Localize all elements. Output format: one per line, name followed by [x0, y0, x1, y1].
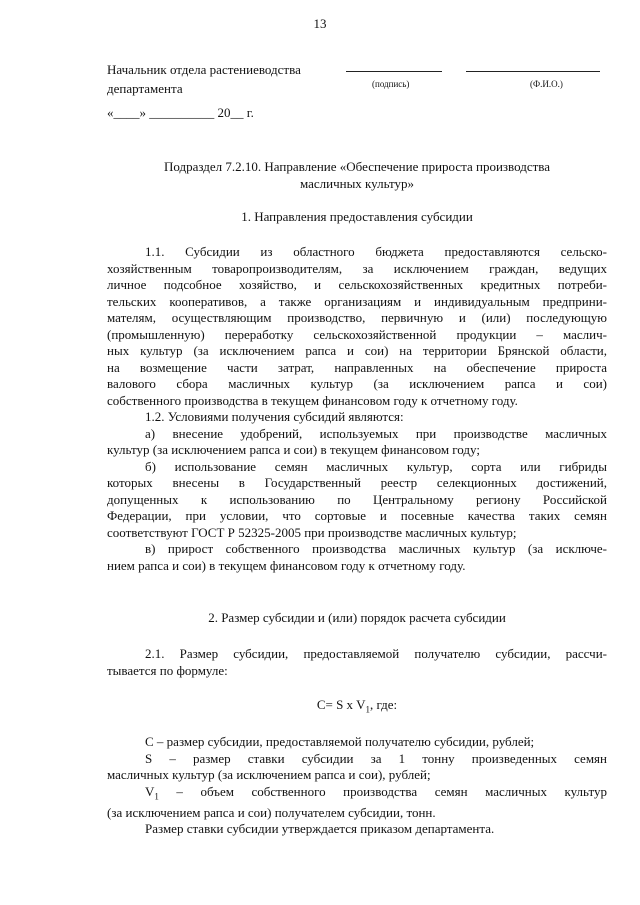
p11-line: личное подсобное хозяйство, и сельскохозяйственных кредитных потреби- [107, 277, 607, 292]
signature-caption: (подпись) [372, 79, 410, 89]
definition-v-line1 [107, 784, 607, 805]
condition-b-line: допущенных к использованию по Центральному региону Российской [107, 491, 607, 507]
formula-tail: , где: [369, 697, 398, 712]
subsection-heading-line1: Подраздел 7.2.10. Направление «Обеспечение прироста производства [163, 159, 551, 174]
condition-v-line: в) прирост собственного производства масличных культур (за исключе- [145, 541, 607, 556]
condition-b-line: б) использование семян масличных культур, сорта или гибриды [145, 458, 607, 474]
signature-title [107, 60, 301, 98]
condition-b-line: соответствуют ГОСТ Р 52325-2005 при производстве масличных культур; [107, 524, 517, 540]
section1-title: 1. Направления предоставления субсидии [241, 209, 473, 224]
section2-para-2-1 [107, 646, 607, 679]
p11-line: мателям, осуществляющим производство, первичную и (или) последующую [107, 310, 607, 325]
formula-definitions [107, 734, 607, 838]
signature-title-line1: Начальник отдела растениеводства [107, 62, 301, 77]
p11-line: на возмещение части затрат, направленных на обеспечение прироста [107, 359, 607, 375]
p11-line: собственного производства в текущем финансовом году к отчетному году. [107, 392, 518, 408]
section1-body [107, 244, 607, 574]
signature-line [346, 71, 442, 72]
condition-a [107, 426, 607, 459]
date-line: «____» __________ 20__ г. [107, 105, 254, 120]
p11-line: 1.1. Субсидии из областного бюджета предоставляются сельско- [145, 244, 607, 259]
p11-line: тельских кооперативов, а также организациям и индивидуальным предприни- [107, 293, 607, 309]
paragraph-1-1 [107, 244, 607, 409]
name-caption: (Ф.И.О.) [530, 79, 563, 89]
p11-line: хозяйственным товаропроизводителям, за исключением граждан, ведущих [107, 260, 607, 276]
v-line1-text: – объем собственного производства семян масличных культур [158, 783, 607, 799]
paragraph-1-2: 1.2. Условиями получения субсидий являются: [145, 409, 404, 424]
formula-subscript: 1 [365, 704, 370, 715]
subsection-heading-line2: масличных культур» [299, 176, 415, 191]
page-number: 13 [313, 16, 327, 31]
condition-a-line: культур (за исключением рапса и сои) в текущем финансовом году; [107, 442, 480, 457]
condition-b [107, 459, 607, 542]
definition-v-line2: (за исключением рапса и сои) получателем субсидии, тонн. [107, 804, 436, 820]
definition-s [107, 751, 607, 784]
v-label: V [145, 783, 155, 799]
signature-title-line2: департамента [107, 81, 183, 96]
condition-v [107, 541, 607, 574]
v-subscript: 1 [154, 791, 159, 802]
definition-s-line: S – размер ставки субсидии за 1 тонну произведенных семян [145, 750, 607, 766]
p21-line: тывается по формуле: [107, 662, 228, 678]
p11-line: валового сбора масличных культур (за исключением рапса и сои) [107, 376, 607, 391]
definition-v [107, 784, 607, 822]
name-line [466, 71, 600, 72]
rate-note: Размер ставки субсидии утверждается приказом департамента. [145, 821, 495, 837]
formula-main: C= S x V [316, 697, 366, 712]
condition-a-line: а) внесение удобрений, используемых при производстве масличных [145, 425, 607, 441]
section2-title: 2. Размер субсидии и (или) порядок расчета субсидии [208, 610, 506, 625]
p11-line: (промышленную) переработку сельскохозяйственной продукции – маслич- [107, 326, 607, 342]
condition-b-line: которых внесены в Государственный реестр селекционных достижений, [107, 475, 607, 490]
condition-b-line: Федерации, при условии, что сортовые и посевные качества таких семян [107, 508, 607, 523]
condition-v-line: нием рапса и сои) в текущем финансовом году к отчетному году. [107, 557, 466, 573]
p11-line: ных культур (за исключением рапса и сои) на территории Брянской области, [107, 343, 607, 358]
formula [107, 697, 607, 715]
definition-s-line: масличных культур (за исключением рапса и сои), рублей; [107, 767, 431, 782]
subsection-heading [107, 158, 607, 192]
p21-line: 2.1. Размер субсидии, предоставляемой получателю субсидии, рассчи- [145, 646, 607, 661]
definition-c: С – размер субсидии, предоставляемой получателю субсидии, рублей; [145, 734, 535, 749]
